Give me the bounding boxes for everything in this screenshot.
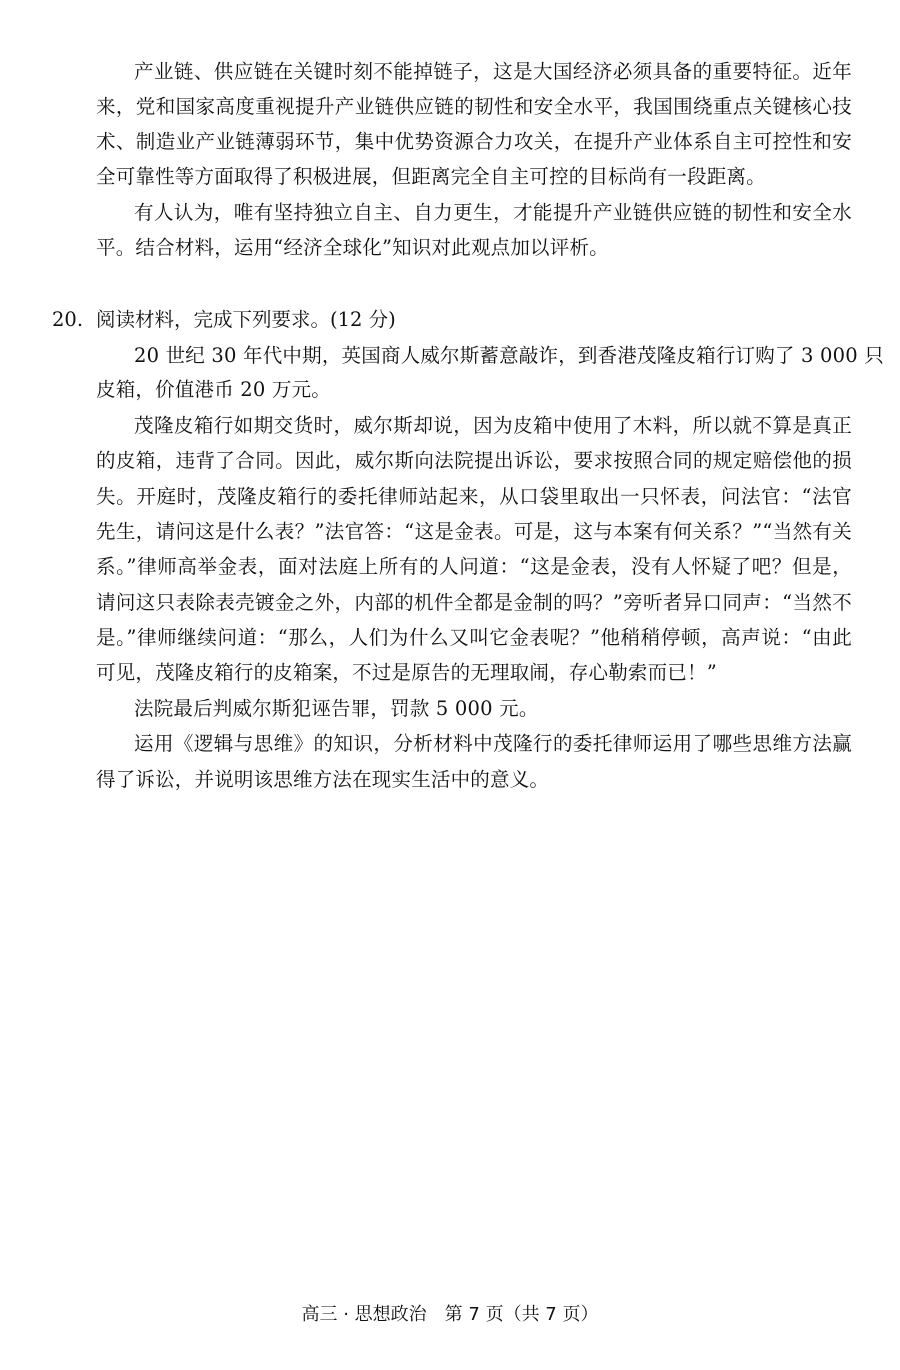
material-paragraph-3: 法院最后判威尔斯犯诬告罪，罚款 5 000 元。 (134, 697, 539, 720)
text-line: 系。”律师高举金表，面对法庭上所有的人问道：“这是金表，没有人怀疑了吧？但是， (96, 555, 852, 578)
text-line: 先生，请问这是什么表？”法官答：“这是金表。可是，这与本案有何关系？”“当然有关 (96, 520, 852, 543)
page-footer: 高三 · 思想政治 第 7 页（共 7 页） (301, 1304, 599, 1325)
text-line: 全可靠性等方面取得了积极进展，但距离完全自主可控的目标尚有一段距离。 (96, 165, 766, 188)
text-line: 平。结合材料，运用“经济全球化”知识对此观点加以评析。 (96, 236, 609, 259)
text-line: 产业链、供应链在关键时刻不能掉链子，这是大国经济必须具备的重要特征。近年 (134, 60, 852, 83)
text-line: 来，党和国家高度重视提升产业链供应链的韧性和安全水平，我国围绕重点关键核心技 (96, 95, 852, 118)
text-line: 20 世纪 30 年代中期，英国商人威尔斯蓄意敲诈，到香港茂隆皮箱行订购了 3 000 只 (134, 344, 884, 367)
text-line: 运用《逻辑与思维》的知识，分析材料中茂隆行的委托律师运用了哪些思维方法赢 (134, 732, 852, 755)
text-line: 是。”律师继续问道：“那么，人们为什么又叫它金表呢？”他稍稍停顿，高声说：“由此 (96, 626, 852, 649)
text-line: 失。开庭时，茂隆皮箱行的委托律师站起来，从口袋里取出一只怀表，问法官：“法官 (96, 485, 852, 508)
text-line: 可见，茂隆皮箱行的皮箱案，不过是原告的无理取闹，存心勒索而已！” (96, 661, 717, 684)
text-line: 有人认为，唯有坚持独立自主、自力更生，才能提升产业链供应链的韧性和安全水 (134, 201, 852, 224)
text-line: 术、制造业产业链薄弱环节，集中优势资源合力攻关，在提升产业体系自主可控性和安 (96, 130, 852, 153)
text-line: 请问这只表除表壳镀金之外，内部的机件全都是金制的吗？”旁听者异口同声：“当然不 (96, 591, 852, 614)
question-title: 阅读材料，完成下列要求。(12 分) (96, 308, 396, 331)
text-line: 的皮箱，违背了合同。因此，威尔斯向法院提出诉讼，要求按照合同的规定赔偿他的损 (96, 449, 852, 472)
text-line: 皮箱，价值港币 20 万元。 (96, 378, 332, 401)
question-number: 20. (52, 308, 84, 331)
text-line: 得了诉讼，并说明该思维方法在现实生活中的意义。 (96, 768, 550, 791)
text-line: 茂隆皮箱行如期交货时，威尔斯却说，因为皮箱中使用了木料，所以就不算是真正 (134, 414, 852, 437)
